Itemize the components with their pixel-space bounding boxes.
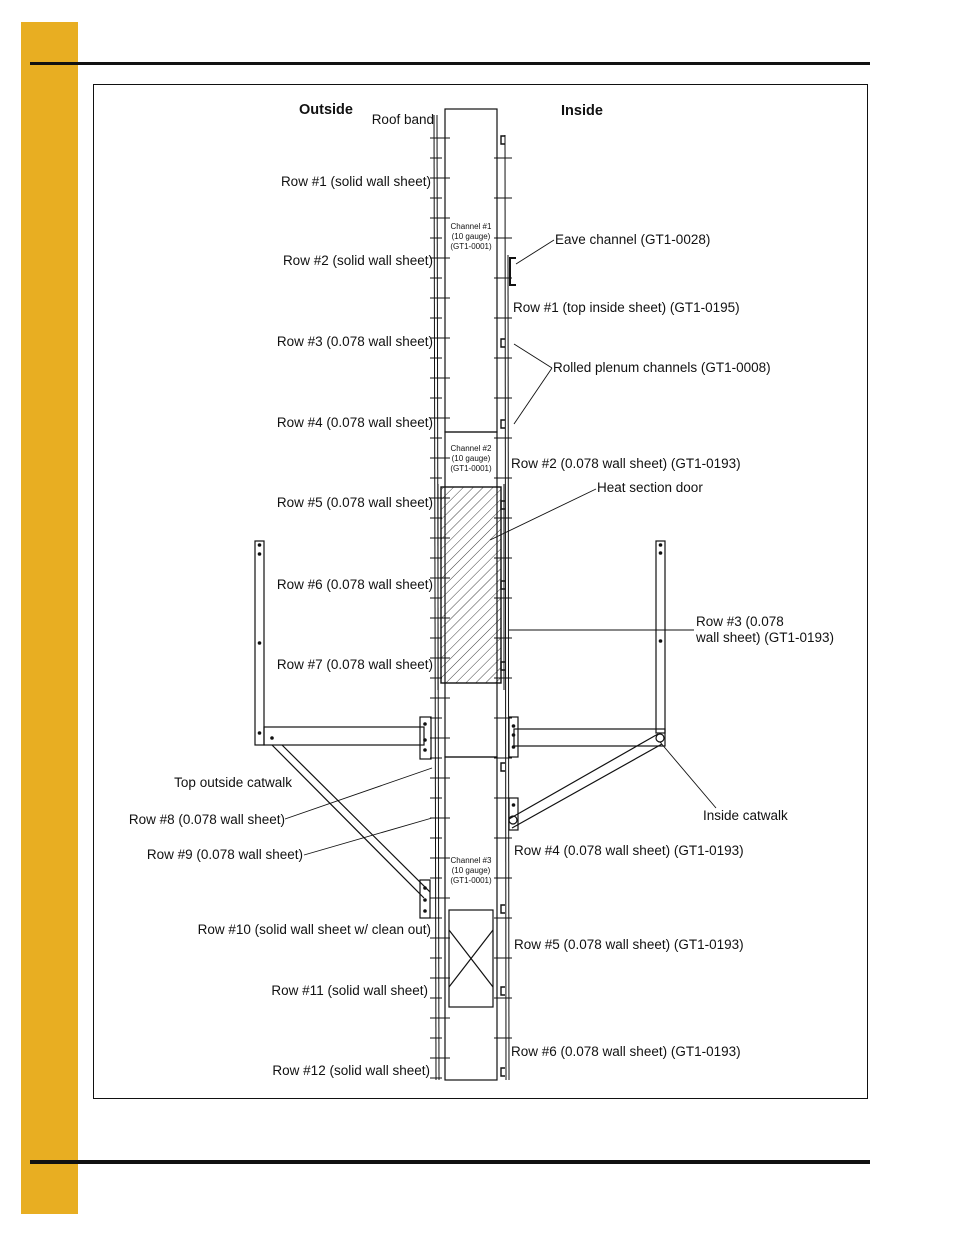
label-top-outside-catwalk: Top outside catwalk (174, 775, 292, 790)
outside-heading: Outside (299, 102, 353, 118)
label-outside-row-9: Row #9 (0.078 wall sheet) (146, 847, 303, 862)
label-inside-row-3-line1: Row #3 (0.078 (696, 614, 784, 629)
label-outside-row-12: Row #12 (solid wall sheet) (272, 1063, 430, 1078)
label-outside-row-2: Row #2 (solid wall sheet) (282, 253, 433, 268)
outside-labels (129, 112, 434, 1078)
channel-clip (501, 136, 505, 144)
label-inside-row-6: Row #6 (0.078 wall sheet) (GT1-0193) (511, 1044, 741, 1059)
label-outside-row-1: Row #1 (solid wall sheet) (280, 174, 431, 189)
label-outside-row-8: Row #8 (0.078 wall sheet) (128, 812, 285, 827)
label-heat-section-door: Heat section door (597, 480, 703, 495)
eave-channel-shape (510, 258, 516, 285)
channel-clip (501, 420, 505, 428)
label-inside-row-3-line2: wall sheet) (GT1-0193) (696, 630, 835, 645)
label-outside-row-5: Row #5 (0.078 wall sheet) (276, 495, 433, 510)
channel-2-gauge: (10 gauge) (451, 454, 491, 463)
label-outside-row-3: Row #3 (0.078 wall sheet) (276, 334, 433, 349)
label-inside-row-2: Row #2 (0.078 wall sheet) (GT1-0193) (511, 456, 741, 471)
label-inside-catwalk: Inside catwalk (703, 808, 788, 823)
channel-1-name: Channel #1 (450, 222, 492, 231)
heat-section-door (441, 487, 501, 683)
inside-heading: Inside (561, 103, 603, 119)
channel-clip (501, 1068, 505, 1076)
channel-clip (501, 987, 505, 995)
label-outside-row-6: Row #6 (0.078 wall sheet) (276, 577, 433, 592)
label-inside-row-1: Row #1 (top inside sheet) (GT1-0195) (513, 300, 740, 315)
channel-clip (501, 763, 505, 771)
label-outside-row-10: Row #10 (solid wall sheet w/ clean out) (197, 922, 431, 937)
channel-1-gauge: (10 gauge) (451, 232, 491, 241)
label-outside-row-4: Row #4 (0.078 wall sheet) (276, 415, 433, 430)
label-inside-row-5: Row #5 (0.078 wall sheet) (GT1-0193) (514, 937, 744, 952)
label-outside-row-7: Row #7 (0.078 wall sheet) (276, 657, 433, 672)
channel-clip (501, 905, 505, 913)
label-eave-channel: Eave channel (GT1-0028) (555, 232, 711, 247)
channel-clip (501, 339, 505, 347)
inside-wall-sheets (505, 135, 509, 1080)
channel-2-name: Channel #2 (450, 444, 492, 453)
label-roof-band: Roof band (371, 112, 434, 127)
channel-1-part: (GT1-0001) (450, 242, 492, 251)
channel-3-part: (GT1-0001) (450, 876, 492, 885)
label-rolled-plenum-channels: Rolled plenum channels (GT1-0008) (553, 360, 771, 375)
clean-out-box (449, 910, 493, 1007)
channel-3-name: Channel #3 (450, 856, 492, 865)
channel-3-gauge: (10 gauge) (451, 866, 491, 875)
inside-catwalk (509, 541, 665, 830)
channel-2-part: (GT1-0001) (450, 464, 492, 473)
label-outside-row-11: Row #11 (solid wall sheet) (271, 983, 428, 998)
label-inside-row-4: Row #4 (0.078 wall sheet) (GT1-0193) (514, 843, 744, 858)
inside-labels (511, 232, 834, 1059)
